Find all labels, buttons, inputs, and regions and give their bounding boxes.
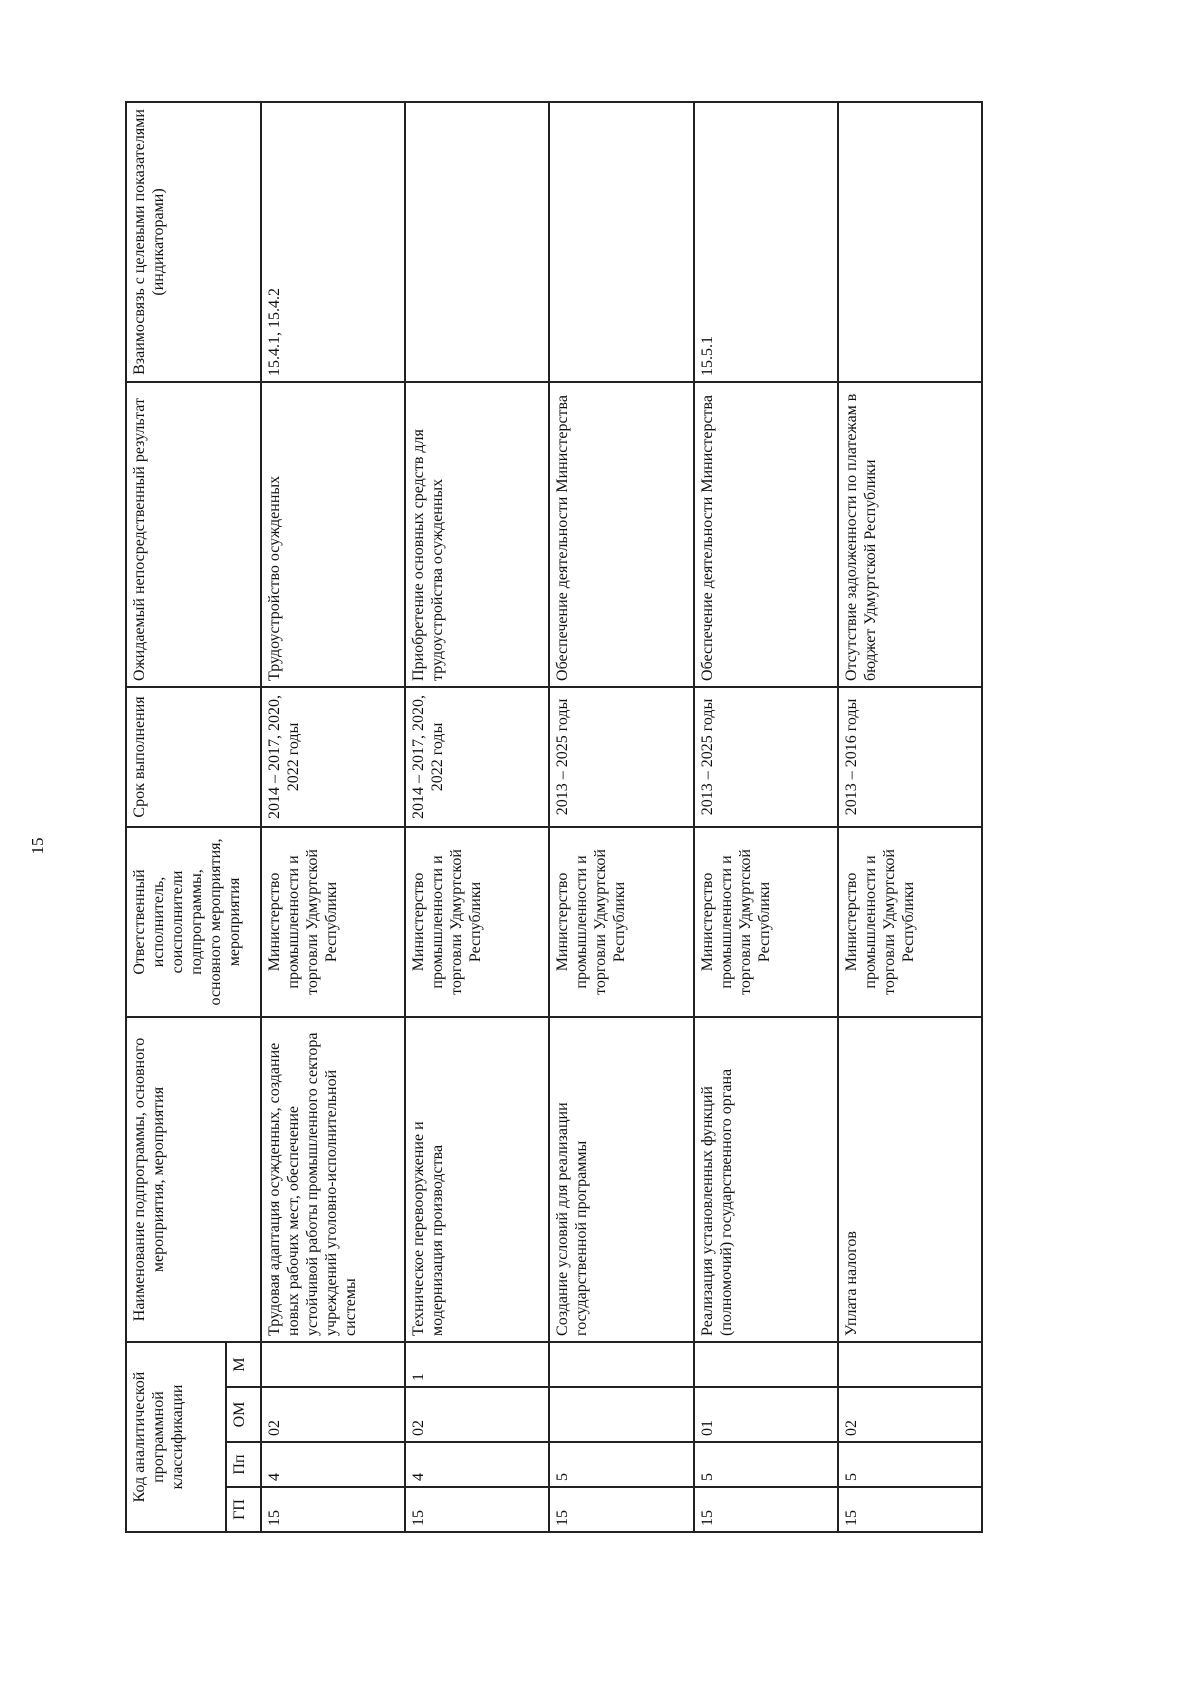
table-row	[261, 102, 405, 1532]
cell-result: Трудоустройство осужденных	[261, 382, 405, 687]
cell-pp: 5	[549, 1442, 693, 1487]
cell-gp: 15	[549, 1487, 693, 1532]
cell-term: 2013 – 2025 годы	[694, 687, 838, 827]
cell-om	[549, 1387, 693, 1442]
header-name: Наименование подпрограммы, основного мероприятия, мероприятия	[126, 1017, 261, 1342]
cell-term: 2013 – 2025 годы	[549, 687, 693, 827]
cell-term: 2014 – 2017, 2020, 2022 годы	[261, 687, 405, 827]
header-result: Ожидаемый непосредственный результат	[126, 382, 261, 687]
cell-link: 15.4.1, 15.4.2	[261, 102, 405, 382]
cell-name: Создание условий для реализации государственной программы	[549, 1017, 693, 1342]
cell-name: Реализация установленных функций (полномочий) государственного органа	[694, 1017, 838, 1342]
cell-m	[261, 1342, 405, 1387]
cell-pp: 4	[405, 1442, 549, 1487]
cell-result: Обеспечение деятельности Министерства	[694, 382, 838, 687]
page-number: 15	[28, 837, 47, 855]
cell-gp: 15	[838, 1487, 982, 1532]
cell-m	[838, 1342, 982, 1387]
cell-executor: Министерство промышленности и торговли Удмуртской Республики	[261, 827, 405, 1017]
cell-link: 15.5.1	[694, 102, 838, 382]
cell-executor: Министерство промышленности и торговли Удмуртской Республики	[405, 827, 549, 1017]
program-activities-table	[125, 101, 983, 1533]
header-executor: Ответственный исполнитель, соисполнители подпрограммы, основного мероприятия, мероприятия	[126, 827, 261, 1017]
header-code-group: Код аналитической программной классификации	[126, 1342, 226, 1532]
cell-om: 02	[261, 1387, 405, 1442]
cell-om: 02	[405, 1387, 549, 1442]
cell-m: 1	[405, 1342, 549, 1387]
cell-gp: 15	[261, 1487, 405, 1532]
header-gp: ГП	[226, 1487, 261, 1532]
header-m: М	[226, 1342, 261, 1387]
cell-term: 2013 – 2016 годы	[838, 687, 982, 827]
cell-name: Трудовая адаптация осужденных, создание новых рабочих мест, обеспечение устойчивой работы промышленного сектора учреждений уголовно-исполнительной системы	[261, 1017, 405, 1342]
rotated-table-wrapper	[125, 103, 983, 1533]
table-row	[694, 102, 838, 1532]
cell-result: Приобретение основных средств для трудоустройства осужденных	[405, 382, 549, 687]
table-row	[838, 102, 982, 1532]
cell-executor: Министерство промышленности и торговли Удмуртской Республики	[694, 827, 838, 1017]
cell-pp: 5	[694, 1442, 838, 1487]
header-link: Взаимосвязь с целевыми показателями (индикаторами)	[126, 102, 261, 382]
header-om: ОМ	[226, 1387, 261, 1442]
cell-link	[405, 102, 549, 382]
header-pp: Пп	[226, 1442, 261, 1487]
cell-link	[549, 102, 693, 382]
header-row	[126, 102, 226, 1532]
cell-gp: 15	[405, 1487, 549, 1532]
cell-pp: 4	[261, 1442, 405, 1487]
cell-executor: Министерство промышленности и торговли Удмуртской Республики	[549, 827, 693, 1017]
cell-term: 2014 – 2017, 2020, 2022 годы	[405, 687, 549, 827]
cell-om: 02	[838, 1387, 982, 1442]
cell-executor: Министерство промышленности и торговли Удмуртской Республики	[838, 827, 982, 1017]
cell-result: Обеспечение деятельности Министерства	[549, 382, 693, 687]
cell-om: 01	[694, 1387, 838, 1442]
cell-pp: 5	[838, 1442, 982, 1487]
cell-gp: 15	[694, 1487, 838, 1532]
cell-m	[694, 1342, 838, 1387]
cell-link	[838, 102, 982, 382]
cell-name: Уплата налогов	[838, 1017, 982, 1342]
header-term: Срок выполнения	[126, 687, 261, 827]
cell-result: Отсутствие задолженности по платежам в бюджет Удмуртской Республики	[838, 382, 982, 687]
cell-name: Техническое перевооружение и модернизация производства	[405, 1017, 549, 1342]
table-row	[405, 102, 549, 1532]
cell-m	[549, 1342, 693, 1387]
table-row	[549, 102, 693, 1532]
